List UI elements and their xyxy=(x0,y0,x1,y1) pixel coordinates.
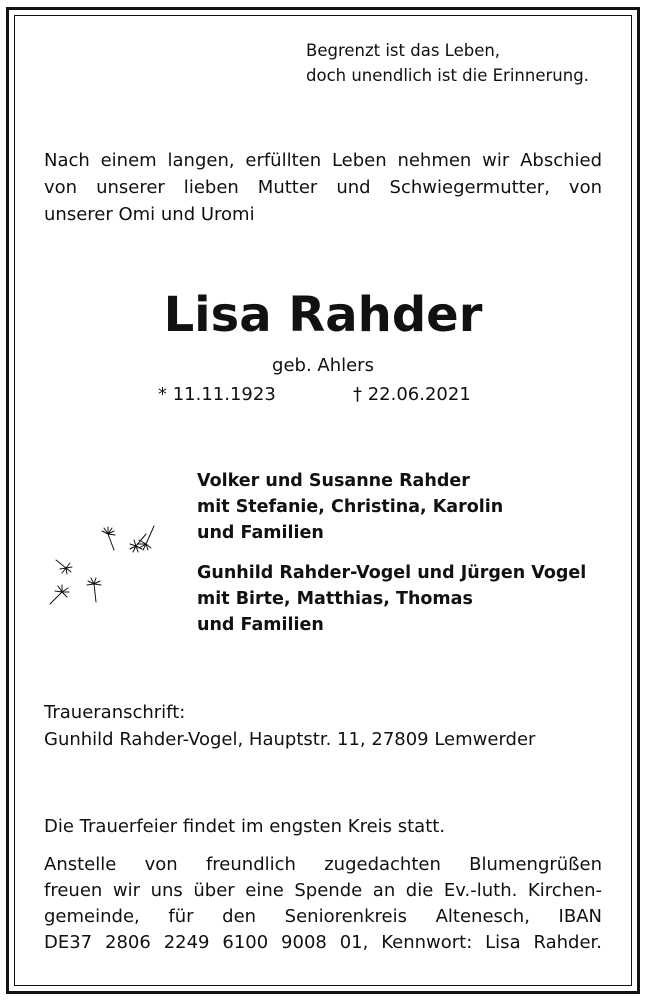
family-group xyxy=(197,560,617,638)
donation-line: freuen wir uns über eine Spende an die Ev.-luth. Kirchen- xyxy=(44,880,602,901)
dandelion-seeds-icon xyxy=(36,490,186,620)
motto-line: doch unendlich ist die Erinnerung. xyxy=(306,66,589,85)
intro-paragraph xyxy=(44,147,602,228)
intro-line: unserer Omi und Uromi xyxy=(44,204,255,225)
family-group xyxy=(197,468,617,546)
donation-line: gemeinde, für den Seniorenkreis Altenesch, IBAN xyxy=(44,906,602,927)
birth-date: * 11.11.1923 xyxy=(158,384,276,405)
death-date: † 22.06.2021 xyxy=(353,384,471,405)
donation-notice xyxy=(44,852,602,956)
donation-line: Anstelle von freundlich zugedachten Blumengrüßen xyxy=(44,854,602,875)
mourning-address: Gunhild Rahder-Vogel, Hauptstr. 11, 27809 Lemwerder xyxy=(44,729,536,750)
address-label: Traueranschrift: xyxy=(44,702,186,723)
ceremony-notice: Die Trauerfeier findet im engsten Kreis statt. xyxy=(44,816,446,837)
deceased-name: Lisa Rahder xyxy=(163,287,483,343)
intro-line: Nach einem langen, erfüllten Leben nehmen wir Abschied xyxy=(44,150,602,171)
family-line: mit Stefanie, Christina, Karolin xyxy=(197,497,504,517)
donation-line: DE37 2806 2249 6100 9008 01, Kennwort: Lisa Rahder. xyxy=(44,932,602,953)
family-line: und Familien xyxy=(197,523,324,543)
motto-line: Begrenzt ist das Leben, xyxy=(306,41,501,60)
family-line: und Familien xyxy=(197,615,324,635)
family-line: Gunhild Rahder-Vogel und Jürgen Vogel xyxy=(197,563,587,583)
intro-line: von unserer lieben Mutter und Schwiegermutter, von xyxy=(44,177,602,198)
birth-name: geb. Ahlers xyxy=(272,355,374,376)
motto-verse xyxy=(306,38,616,88)
family-line: mit Birte, Matthias, Thomas xyxy=(197,589,473,609)
family-line: Volker und Susanne Rahder xyxy=(197,471,470,491)
